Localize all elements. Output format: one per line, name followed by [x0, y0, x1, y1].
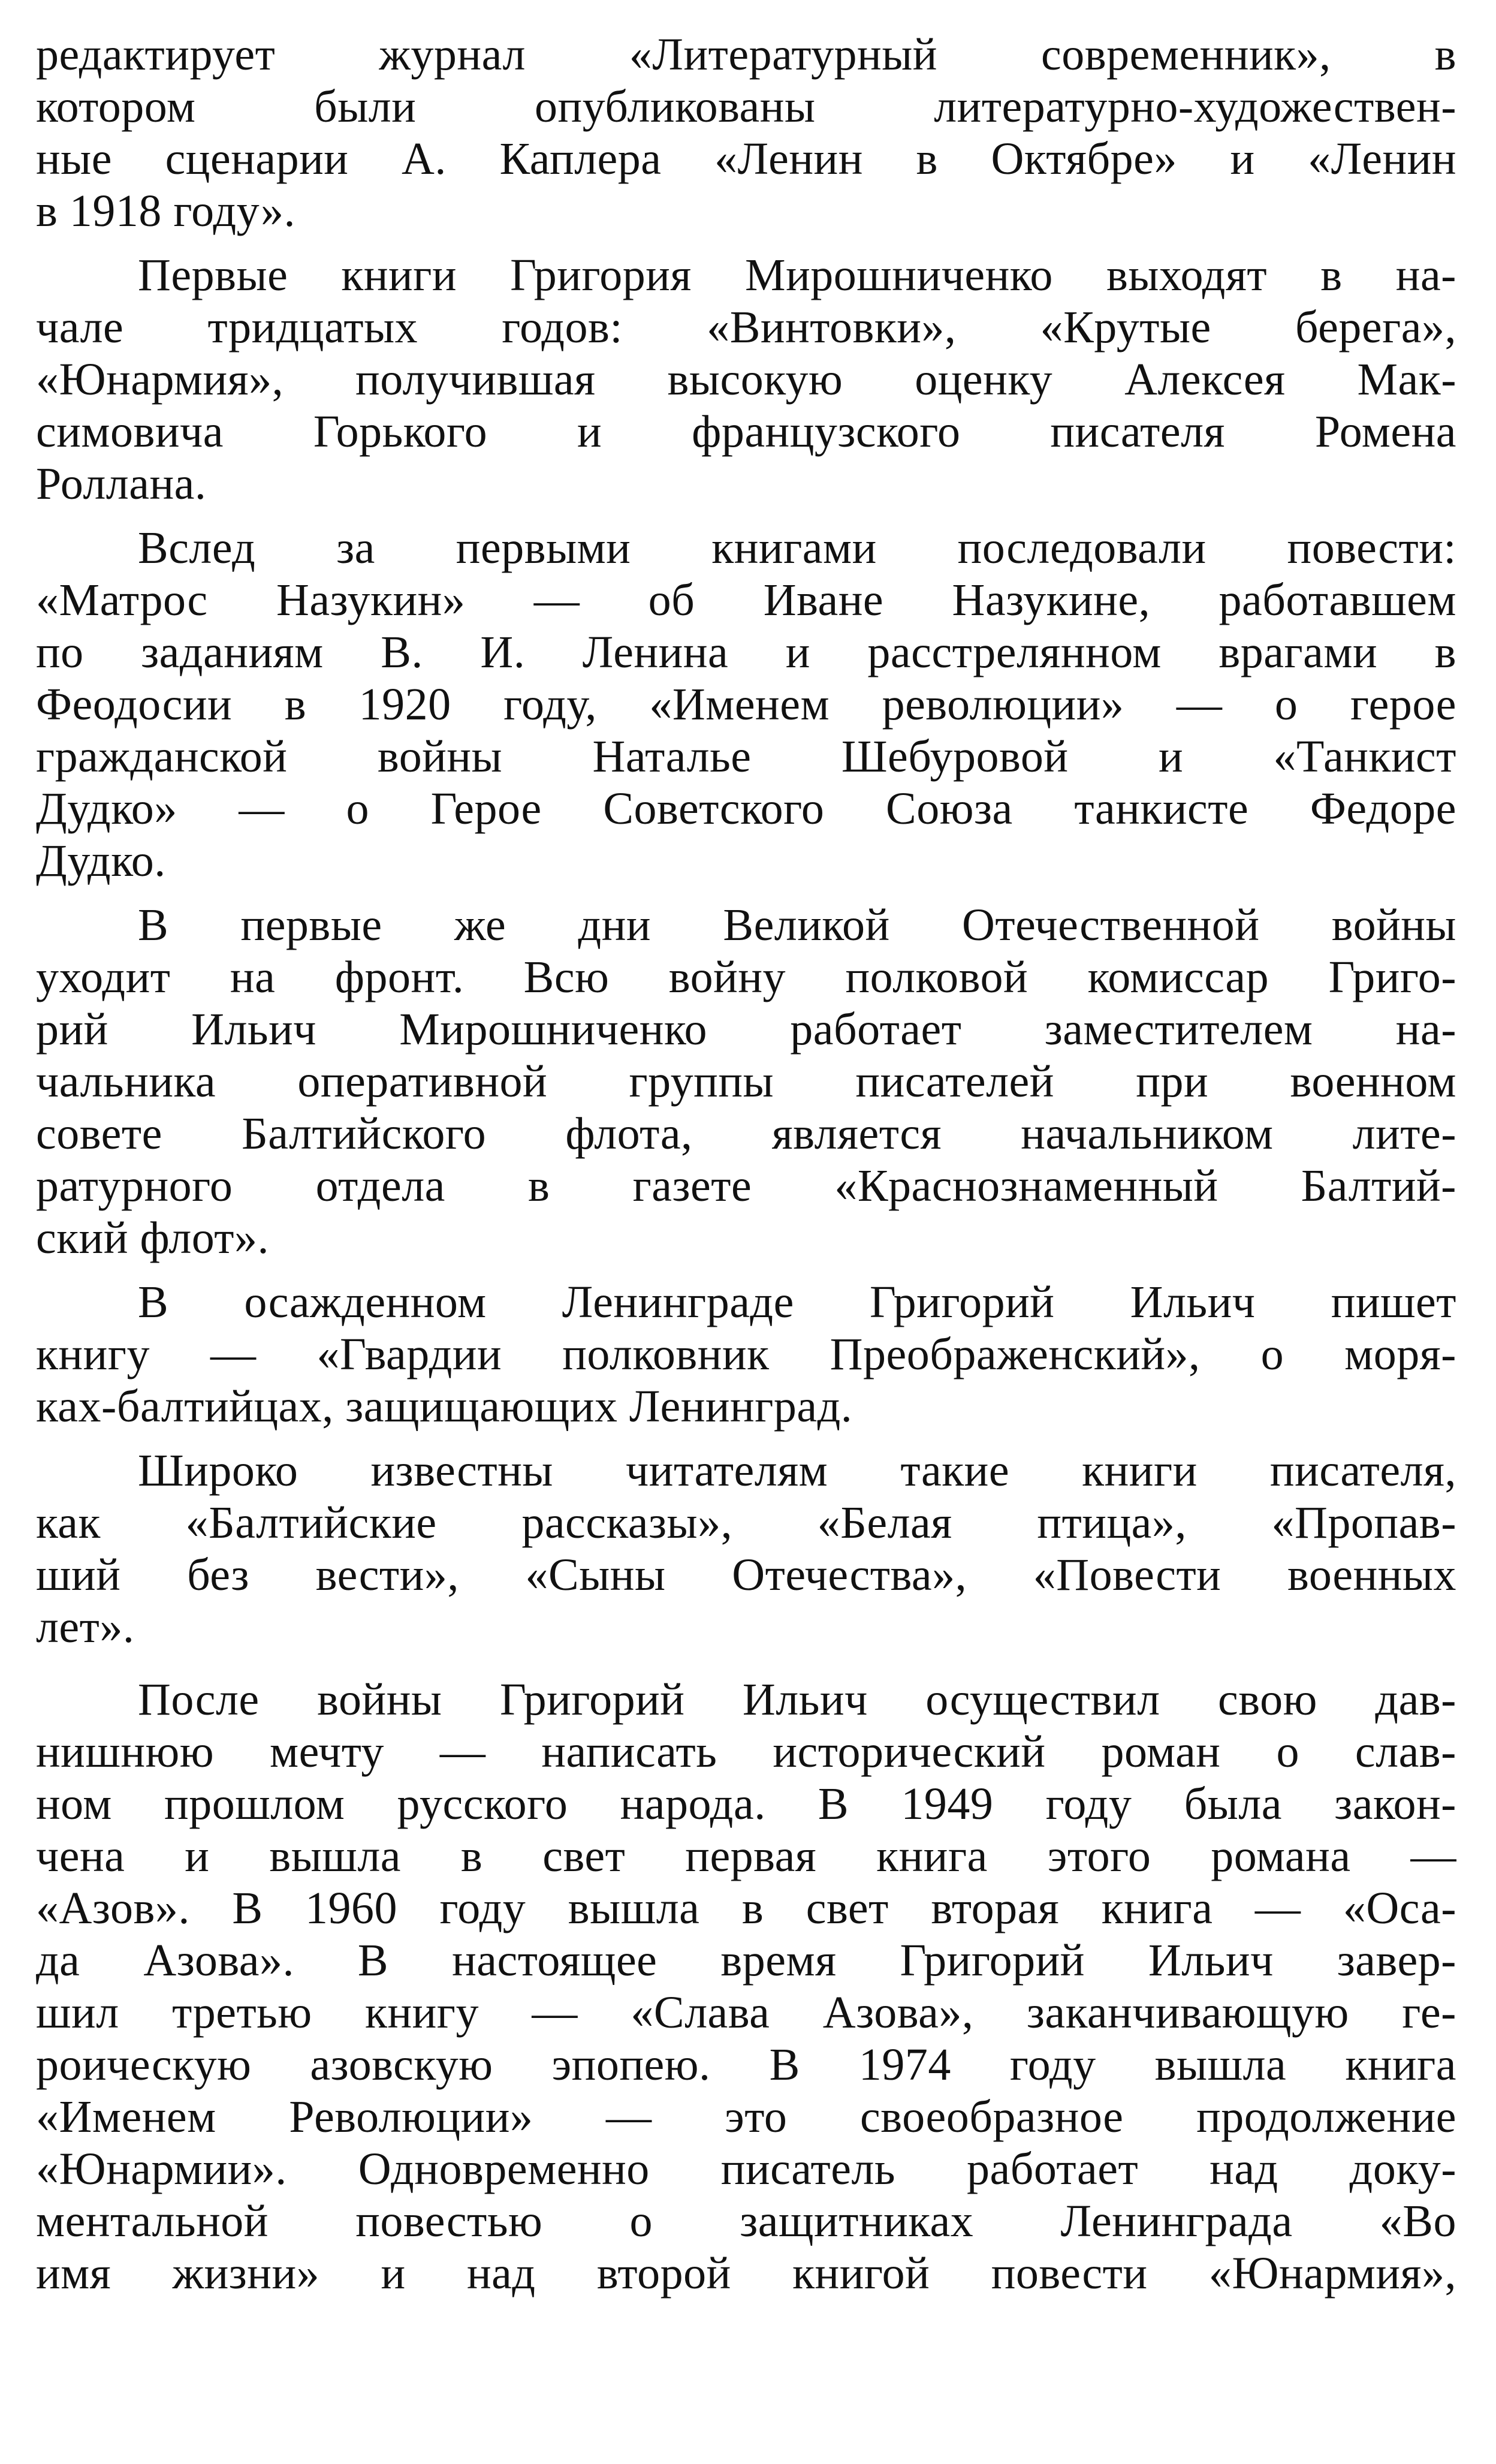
- paragraph-4: [36, 899, 1456, 1264]
- text-line: «Азов». В 1960 году вышла в свет вторая книга — «Оса-: [36, 1883, 1456, 1933]
- text-line: шил третью книгу — «Слава Азова», заканчивающую ге-: [36, 1987, 1456, 2038]
- text-line: Феодосии в 1920 году, «Именем революции» — о герое: [36, 679, 1456, 730]
- text-line: ном прошлом русского народа. В 1949 году была закон-: [36, 1779, 1456, 1829]
- text-line: В осажденном Ленинграде Григорий Ильич пишет: [138, 1277, 1456, 1327]
- text-line: в 1918 году».: [36, 186, 296, 236]
- text-line: чале тридцатых годов: «Винтовки», «Крутые берега»,: [36, 302, 1456, 353]
- text-line: Вслед за первыми книгами последовали повести:: [138, 523, 1456, 573]
- text-line: лет».: [36, 1602, 135, 1652]
- text-line: ший без вести», «Сыны Отечества», «Повести военных: [36, 1550, 1456, 1600]
- paragraph-7: [36, 1674, 1456, 2300]
- text-line: роическую азовскую эпопею. В 1974 году вышла книга: [36, 2040, 1456, 2090]
- text-line: «Матрос Назукин» — об Иване Назукине, работавшем: [36, 575, 1456, 625]
- text-line: ные сценарии А. Каплера «Ленин в Октябре» и «Ленин: [36, 134, 1456, 184]
- paragraph-2: [36, 249, 1456, 510]
- text-line: После войны Григорий Ильич осуществил свою дав-: [138, 1674, 1456, 1725]
- text-line: как «Балтийские рассказы», «Белая птица», «Пропав-: [36, 1498, 1456, 1548]
- text-line: редактирует журнал «Литературный современник», в: [36, 29, 1456, 80]
- text-line: «Юнармия», получившая высокую оценку Алексея Мак-: [36, 354, 1456, 405]
- text-line: ментальной повестью о защитниках Ленинграда «Во: [36, 2196, 1456, 2246]
- text-line: по заданиям В. И. Ленина и расстрелянном врагами в: [36, 627, 1456, 677]
- text-line: ратурного отдела в газете «Краснознаменный Балтий-: [36, 1161, 1456, 1211]
- paragraph-5: [36, 1276, 1456, 1433]
- paragraph-3: [36, 522, 1456, 887]
- paragraph-6: [36, 1445, 1456, 1653]
- paragraph-1: [36, 29, 1456, 237]
- text-line: Дудко» — о Герое Советского Союза танкисте Федоре: [36, 784, 1456, 834]
- text-line: Первые книги Григория Мирошниченко выходят в на-: [138, 250, 1456, 300]
- text-line: котором были опубликованы литературно-художествен-: [36, 82, 1456, 132]
- text-line: гражданской войны Наталье Шебуровой и «Танкист: [36, 731, 1456, 782]
- text-line: рий Ильич Мирошниченко работает заместителем на-: [36, 1004, 1456, 1055]
- text-line: симовича Горького и французского писателя Ромена: [36, 406, 1456, 457]
- text-line: Дудко.: [36, 836, 166, 886]
- text-line: книгу — «Гвардии полковник Преображенский», о моря-: [36, 1329, 1456, 1379]
- text-line: В первые же дни Великой Отечественной войны: [138, 900, 1456, 950]
- text-line: ках-балтийцах, защищающих Ленинград.: [36, 1381, 853, 1432]
- text-line: «Юнармии». Одновременно писатель работает над доку-: [36, 2144, 1456, 2194]
- text-line: чальника оперативной группы писателей при военном: [36, 1056, 1456, 1107]
- text-line: «Именем Революции» — это своеобразное продолжение: [36, 2092, 1456, 2142]
- text-line: уходит на фронт. Всю войну полковой комиссар Григо-: [36, 952, 1456, 1002]
- text-line: Широко известны читателям такие книги писателя,: [138, 1445, 1456, 1496]
- text-line: нишнюю мечту — написать исторический роман о слав-: [36, 1727, 1456, 1777]
- text-line: чена и вышла в свет первая книга этого романа —: [36, 1831, 1456, 1881]
- document-page: [36, 29, 1456, 2300]
- text-line: да Азова». В настоящее время Григорий Ильич завер-: [36, 1935, 1456, 1986]
- text-line: ский флот».: [36, 1213, 269, 1263]
- text-line: Роллана.: [36, 459, 207, 509]
- text-line: имя жизни» и над второй книгой повести «Юнармия»,: [36, 2248, 1456, 2299]
- text-line: совете Балтийского флота, является начальником лите-: [36, 1109, 1456, 1159]
